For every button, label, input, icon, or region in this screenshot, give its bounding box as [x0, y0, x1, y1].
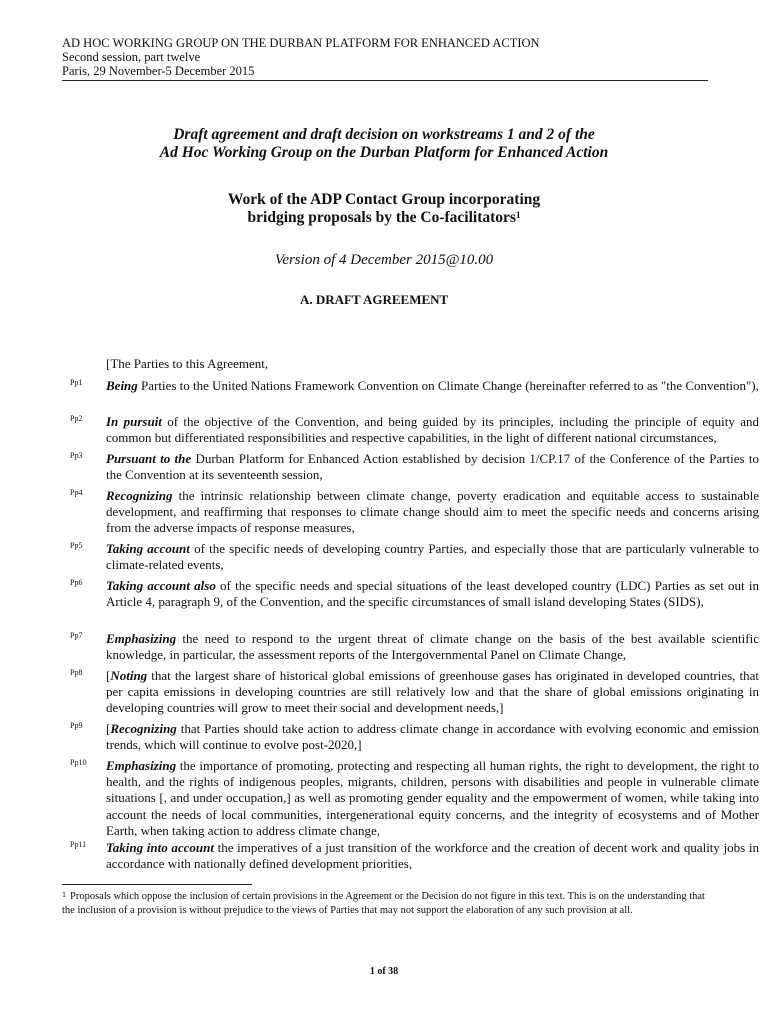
paragraph-body: that the largest share of historical global emissions of greenhouse gases has originated in developed countries, that per capita emissions in developing countries are still relatively low and that the share of global emissions originating in developing countries will grow to meet their social and development needs,] — [106, 668, 759, 716]
paragraph-body: Durban Platform for Enhanced Action established by decision 1/CP.17 of the Conference of the Parties to the Convention at its seventeenth session, — [106, 451, 759, 483]
footnote-marker: 1 — [62, 890, 66, 899]
paragraph-lead: Taking account — [106, 541, 190, 556]
paragraph-lead: Recognizing — [106, 488, 173, 503]
paragraph-lead: Noting — [110, 668, 148, 683]
paragraph-bracket: [ — [106, 721, 111, 736]
paragraph-lead: Emphasizing — [106, 631, 177, 646]
paragraph-body: Parties to the United Nations Framework Convention on Climate Change (hereinafter referred to as "the Convention"), — [137, 378, 759, 393]
paragraph-body: the imperatives of a just transition of the workforce and the creation of decent work and quality jobs in accordance with nationally defined development priorities, — [106, 840, 759, 872]
header-line-1: AD HOC WORKING GROUP ON THE DURBAN PLATFORM FOR ENHANCED ACTION — [62, 36, 540, 50]
paragraph-body: the intrinsic relationship between climate change, poverty eradication and equitable access to sustainable development, and reaffirming that responses to climate change should aim to meet the specific needs and concerns arising from the adverse impacts of response measures, — [106, 488, 759, 536]
paragraph-text — [106, 758, 759, 839]
paragraph-text — [106, 414, 759, 446]
footnote-text: Proposals which oppose the inclusion of certain provisions in the Agreement or the Decision do not figure in this text. This is on the understanding that the inclusion of a provision is without prejudice to the views of Parties that may not support the elaboration of any such provision at all. — [62, 891, 705, 916]
paragraph-body: of the objective of the Convention, and being guided by its principles, including the principle of equity and common but differentiated responsibilities and respective capabilities, in the light of different national circumstances, — [106, 414, 759, 446]
paragraph-body: the importance of promoting, protecting and respecting all human rights, the right to development, the right to health, and the rights of indigenous peoples, migrants, children, persons with disabilities and people in vulnerable climate situations [, and under occupation,] as well as promoting gender equality and the empowerment of women, while taking into account the needs of local communities, intergenerational equity concerns, and the integrity of ecosystems and of Mother Earth, when taking action to address climate change, — [106, 758, 759, 838]
paragraph-lead: Taking into account — [106, 840, 214, 855]
paragraph-number: Pp4 — [70, 488, 83, 497]
page-number: 1 of 38 — [369, 966, 399, 977]
document-title — [0, 126, 768, 162]
intro-line: [The Parties to this Agreement, — [106, 356, 269, 371]
paragraph-body: of the specific needs and special situations of the least developed country (LDC) Parties as set out in Article 4, paragraph 9, of the Convention, and the specific circumstances of small island developing States (SIDS), — [106, 578, 759, 610]
header-line-2: Second session, part twelve — [62, 50, 201, 64]
paragraph-body: of the specific needs of developing country Parties, and especially those that are particularly vulnerable to climate-related events, — [106, 541, 759, 573]
paragraph-lead: Being — [106, 378, 138, 393]
paragraph-number: Pp5 — [70, 541, 83, 550]
header-divider — [62, 80, 708, 81]
paragraph-lead: Taking account also — [106, 578, 216, 593]
paragraph-text — [106, 721, 759, 753]
paragraph-text — [106, 378, 759, 394]
title-line-2: Ad Hoc Working Group on the Durban Platform for Enhanced Action — [159, 144, 609, 161]
paragraph-text — [106, 488, 759, 537]
paragraph-text — [106, 840, 759, 872]
paragraph-body: that Parties should take action to address climate change in accordance with evolving economic and emission trends, which will continue to evolve post-2020,] — [106, 721, 759, 753]
footnote-reference[interactable]: 1 — [515, 210, 521, 220]
paragraph-number: Pp1 — [70, 378, 83, 387]
paragraph-text — [106, 631, 759, 663]
paragraph-number: Pp10 — [70, 758, 87, 767]
paragraph-number: Pp8 — [70, 668, 83, 677]
subtitle-line-1: Work of the ADP Contact Group incorporating — [227, 191, 541, 208]
paragraph-text — [106, 668, 759, 717]
subtitle-line-2 — [0, 209, 768, 227]
paragraph-number: Pp9 — [70, 721, 83, 730]
paragraph-text — [106, 541, 759, 573]
header-line-3: Paris, 29 November-5 December 2015 — [62, 64, 255, 78]
version-line: Version of 4 December 2015@10.00 — [274, 252, 494, 268]
paragraph-number: Pp6 — [70, 578, 83, 587]
paragraph-lead: Recognizing — [110, 721, 177, 736]
paragraph-lead: Emphasizing — [106, 758, 177, 773]
paragraph-bracket: [ — [106, 668, 111, 683]
paragraph-body: the need to respond to the urgent threat of climate change on the basis of the best available scientific knowledge, in particular, the assessment reports of the Intergovernmental Panel on Climate Change, — [106, 631, 759, 663]
section-heading: A. DRAFT AGREEMENT — [300, 292, 449, 307]
paragraph-number: Pp3 — [70, 451, 83, 460]
paragraph-text — [106, 451, 759, 483]
footnote — [62, 890, 708, 918]
title-line-1: Draft agreement and draft decision on workstreams 1 and 2 of the — [173, 126, 595, 143]
paragraph-number: Pp2 — [70, 414, 83, 423]
paragraph-number: Pp11 — [70, 840, 87, 849]
document-subtitle — [0, 191, 768, 227]
paragraph-number: Pp7 — [70, 631, 83, 640]
paragraph-text — [106, 578, 759, 610]
paragraph-lead: Pursuant to the — [106, 451, 192, 466]
footnote-divider — [62, 884, 252, 885]
subtitle-line-2-text: bridging proposals by the Co-facilitators — [247, 209, 516, 226]
paragraph-lead: In pursuit — [106, 414, 162, 429]
document-header — [62, 36, 540, 78]
